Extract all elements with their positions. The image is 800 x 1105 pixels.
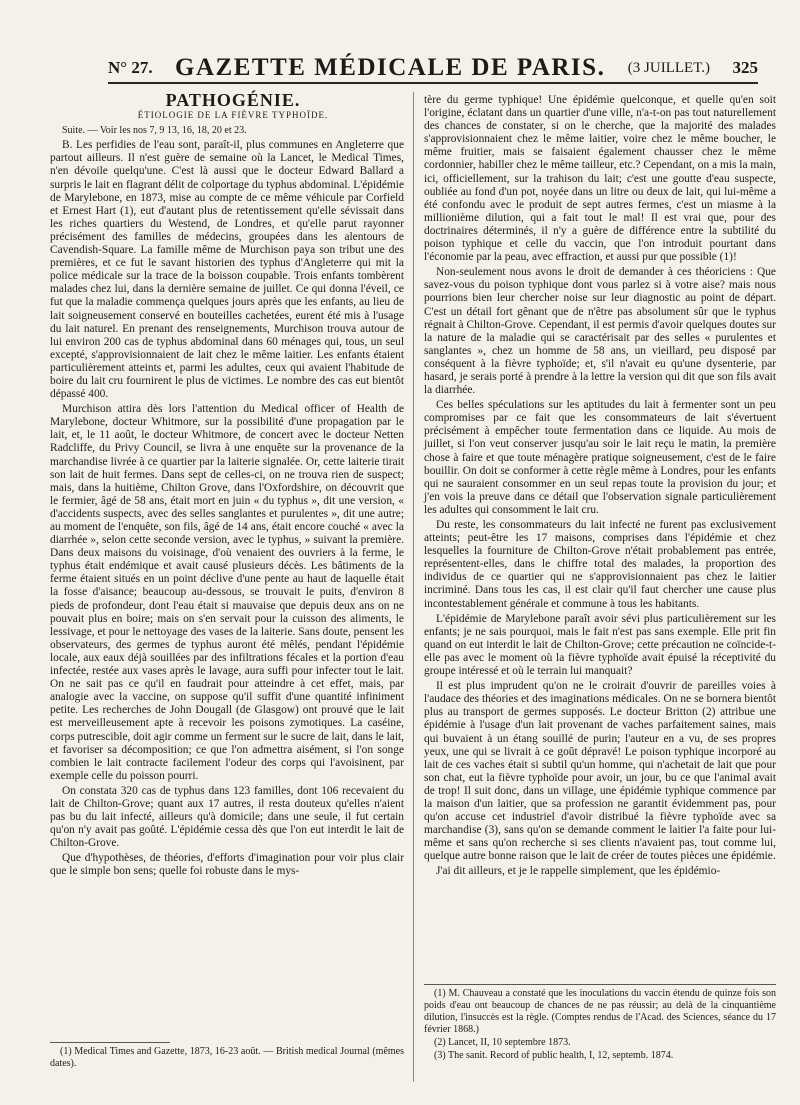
paragraph: Du reste, les consommateurs du lait infecté ne furent pas exclusivement atteints; peut-être les 17 maisons, comprises dans l'épidémie et chez lesquelles la fourniture de Chilton-Grove n'était probablement pas entrée, représentent-elles, dans le chiffre total des malades, la proportion des individus de ce quartier qui ne s'approvisionnaient pas chez le laitier incriminé. Dans tous les cas, il est clair qu'il faut chercher une cause plus incontestablement générale et commune à tous les habitants. bbox=[424, 519, 776, 610]
section-title: PATHOGÉNIE. bbox=[165, 90, 301, 110]
paragraph: tère du germe typhique! Une épidémie quelconque, et quelle qu'en soit l'origine, éclatant dans un quartier d'une ville, n'a-t-on pas tout naturellement des chances de constater, si on le cherche, que la majorité des malades s'approvisionnaient chez le même laitier, voire chez le même boucher, le même fruitier, mais se faisaient également chausser chez le même cordonnier, habiller chez le même tailleur, etc.? Cependant, on a mis la main, ici, officiellement, sur la trahison du lait; c'est une goutte d'eau suspecte, oubliée au fond d'un pot, noyée dans un litre ou deux de lait, qui lui-même a été confondu avec le produit de sept autres fermes, c'est un miasme à la millionième dilution, qui a fait tout le mal! Il est vrai que, pour des doctrinaires déterminés, il n'y a guère de différence entre la subtilité du poison typhique et celle du vaccin, que l'on introduit pourtant dans l'économie par la peau, avec effraction, et aussi pur que possible (1)! bbox=[424, 94, 776, 264]
left-column bbox=[50, 90, 404, 881]
right-column bbox=[424, 94, 776, 881]
issue-date: (3 JUILLET.) bbox=[627, 59, 710, 76]
footnote: (2) Lancet, II, 10 septembre 1873. bbox=[434, 1037, 571, 1048]
paragraph: Il est plus imprudent qu'on ne le croirait d'ouvrir de pareilles voies à l'audace des théories et des imaginations médicales. On ne se bornera bientôt plus au transport de germes supposés. Le docteur Britton (2) attribue une épidémie à l'usage d'un lait provenant de vaches parfaitement saines, mais qui buvaient à un étang souillé de purin; l'auteur en a vu, de ses propres yeux, une qui se livrait à ce goût dépravé! Le poison typhique incorporé au lait de ces vaches était si subtil qu'un homme, qui n'achetait de lait que pour son chat, eut la fièvre typhoïde pour avoir, un jour, bu ce que l'animal avait de trop! Il suit donc, dans un village, une épidémie typhique commence par la maison d'un laitier, que sa profession ne garantit évidemment pas, pour qu'on accuse cet industriel d'avoir distribué la fièvre typhoïde avec sa marchandise (3), sans qu'on se demande comment le laitier l'a faite pour lui-même et sans qu'on recherche si ses clients n'avaient pas, tout comme lui, quelque autre bonne raison que le lait de créer de toutes pièces une épidémie. bbox=[424, 680, 776, 863]
paragraph: On constata 320 cas de typhus dans 123 familles, dont 106 recevaient du lait de Chilton-Grove; quant aux 17 autres, il resta douteux qu'elles n'aient pas bu du lait infecté, ailleurs qu'à domicile; dans une seule, il fut certain qu'on n'y avait pas goûté. L'épidémie cessa dès que l'on eut interdit le lait de Chilton-Grove. bbox=[50, 784, 404, 850]
paragraph: Murchison attira dès lors l'attention du Medical officer of Health de Marylebone, docteur Whitmore, sur la possibilité d'une propagation par le lait, et, le 11 août, le docteur Whitmore, de concert avec le docteur Netten Radcliffe, du Privy Council, se livra à une enquête sur la provenance de la marchandise livrée à ce quartier par la laiterie signalée. Or, cette laiterie tirait son lait de huit fermes. Dans sept de celles-ci, on ne trouva rien de suspect; mais, dans la huitième, Chilton Grove, dans l'Oxfordshire, on découvrit que le fermier, âgé de 58 ans, était mort en juin « du typhus », dit une version, « d'accidents suspects, avec des selles sanglantes et purulentes », dit une autre; au moment de l'enquête, son fils, âgé de 14 ans, était encore couché « avec la diarrhée », selon cette seconde version, avec le typhus, » suivant la première. Dans deux maisons du voisinage, d'où venaient des ouvriers à la ferme, le typhus était endémique et avait causé plusieurs décès. Les bâtiments de la ferme étaient situés en un point déclive d'une pente au haut de laquelle était la fosse d'aisance; beaucoup au-dessous, se trouvait le puits, d'environ 8 pieds de profondeur, dont l'eau était si mauvaise que depuis deux ans on ne pouvait plus en boire; mais on s'en servait pour la cuisson des aliments, le lessivage, et pour le nettoyage des vases de la laiterie. Sans doute, pensent les observateurs, des germes de typhus auront été mêlés, pendant l'épidémie locale, aux eaux déjà souillées par des infiltrations fécales et la portion d'eau infectée, restée aux vases après le lavage, aura suffi pour infecter tout le lait. On ne sait pas ce qu'il en faudrait pour atteindre à cet effet, mais, par analogie avec la vaccine, on suppose qu'il suffit d'une quantité infiniment petite. Les recherches de John Dougall (de Glasgow) ont prouvé que le lait est merveilleusement apte à recevoir les poisons zymotiques. La caséine, corps putrescible, doit agir comme un ferment sur le sucre de lait, dans le lait, et favoriser sa décomposition; ce que l'on admettra aisément, si l'on songe combien le lait contracte facilement l'odeur des corps qui l'avoisinent, par exemple celle du poisson pourri. bbox=[50, 403, 404, 782]
footnote-rule bbox=[50, 1042, 170, 1043]
paragraph: Ces belles spéculations sur les aptitudes du lait à fermenter sont un peu compromises par ce fait que les consommateurs de lait s'évertuent précisément à empêcher toute fermentation dans ce liquide. Au mois de juillet, si l'on veut conserver jusqu'au soir le lait reçu le matin, la première chose à faire et que toute ménagère pratique soigneusement, c'est de le faire bouillir. On doit se conformer à cette règle même à Londres, pour les enfants qui ne sauraient consommer en un seul repas toute la provision du jour; et j'en vois la preuve dans ce détail que l'observation signale particulièrement les adultes qui consomment le lait cru. bbox=[424, 399, 776, 516]
left-footnotes bbox=[50, 1042, 404, 1071]
section-subtitle: ÉTIOLOGIE DE LA FIÈVRE TYPHOÏDE. bbox=[137, 110, 329, 121]
footnote: (1) Medical Times and Gazette, 1873, 16-23 août. — British medical Journal (mêmes dates). bbox=[50, 1046, 404, 1069]
column-divider bbox=[413, 92, 414, 1082]
footnote-rule bbox=[424, 984, 776, 985]
issue-number: N° 27. bbox=[108, 58, 153, 77]
paragraph: L'épidémie de Marylebone paraît avoir sévi plus particulièrement sur les enfants; je ne sais pourquoi, mais le fait n'est pas sans exemple. Elle prit fin quand on eut interdit le lait de Chilton-Grove; cette précaution ne coïncide-t-elle pas avec le moment où la fièvre typhoïde avait épuisé la réceptivité du groupe intéressé et où le terrain lui manquait? bbox=[424, 612, 776, 678]
paragraph: B. Les perfidies de l'eau sont, paraît-il, plus communes en Angleterre que partout ailleurs. Il n'est guère de semaine où la Lancet, le Medical Times, n'en dévoile quelqu'une. C'est là aussi que le docteur Edward Ballard a surpris le lait en flagrant délit de colportage du typhus abdominal. L'épidémie de Marylebone, en 1873, mise au compte de ce même véhicule par Corfield et Ernest Hart (1), eut d'autant plus de retentissement qu'elle sévissait dans les riches quartiers du Westend, de Londres, et qu'elle parut rayonner précisément des familles de médecins, groupées dans les alentours de Cavendish-Square. La famille même de Murchison paya son tribut une des premières, et ce fut le savant historien des typhus d'Angleterre qui mit la police médicale sur la trace de la boisson coupable. Trois enfants tombèrent malades chez lui, dans la dernière semaine de juillet. Ce qui donna l'éveil, ce fut que la maladie commença quelques jours après que les enfants, au lieu de lait soigneusement conservé en bouteilles cachetées, eurent été mis à l'usage du lait naturel. En prenant des renseignements, Murchison trouva autour de lui environ 200 cas de typhus abdominal dans 60 ménages qui, tous, un seul excepté, s'approvisionnaient de lait chez le même laitier. Les enfants étaient particulièrement atteints et, parmi les adultes, ceux qui avaient l'habitude de boire du lait cru fournirent le plus de victimes. Le nombre des cas eut bientôt dépassé 400. bbox=[50, 139, 404, 401]
paragraph: J'ai dit ailleurs, et je le rappelle simplement, que les épidémio- bbox=[436, 865, 721, 878]
journal-title: GAZETTE MÉDICALE DE PARIS. bbox=[175, 54, 606, 81]
footnote: (1) M. Chauveau a constaté que les inoculations du vaccin étendu de quinze fois son poids d'eau ont beaucoup de chances de ne pas réussir; au delà de la cinquantième dilution, l'insuccès est la règle. (Comptes rendus de l'Acad. des Sciences, séance du 17 février 1868.) bbox=[424, 988, 776, 1035]
continuation-note: Suite. — Voir les nos 7, 9 13, 16, 18, 20 et 23. bbox=[62, 125, 247, 137]
page-number: 325 bbox=[732, 58, 758, 77]
footnote: (3) The sanit. Record of public health, I, 12, septemb. 1874. bbox=[434, 1050, 674, 1061]
page-header bbox=[108, 54, 758, 84]
paragraph: Que d'hypothèses, de théories, d'efforts d'imagination pour voir plus clair que le simple bon sens; quelle foi robuste dans le mys- bbox=[50, 852, 404, 878]
right-footnotes bbox=[424, 984, 776, 1063]
paragraph: Non-seulement nous avons le droit de demander à ces théoriciens : Que savez-vous du poison typhique dont vous parlez si à votre aise? mais nous pourrions bien leur chercher noise sur leur diagnostic au point de départ. C'est un détail fort gênant que de n'être pas absolument sûr que le typhus régnait à Chilton-Grove. Cependant, il est permis d'avoir quelques doutes sur la nature de la maladie qui se caractérisait par des selles « purulentes et sanglantes », chez un homme de 58 ans, un vieillard, peu disposé par conséquent à la fièvre typhoïde; et, s'il n'avait eu qu'une dysenterie, par hasard, je serais porté à prendre à la lettre la version qui dit que son fils avait la diarrhée. bbox=[424, 266, 776, 397]
